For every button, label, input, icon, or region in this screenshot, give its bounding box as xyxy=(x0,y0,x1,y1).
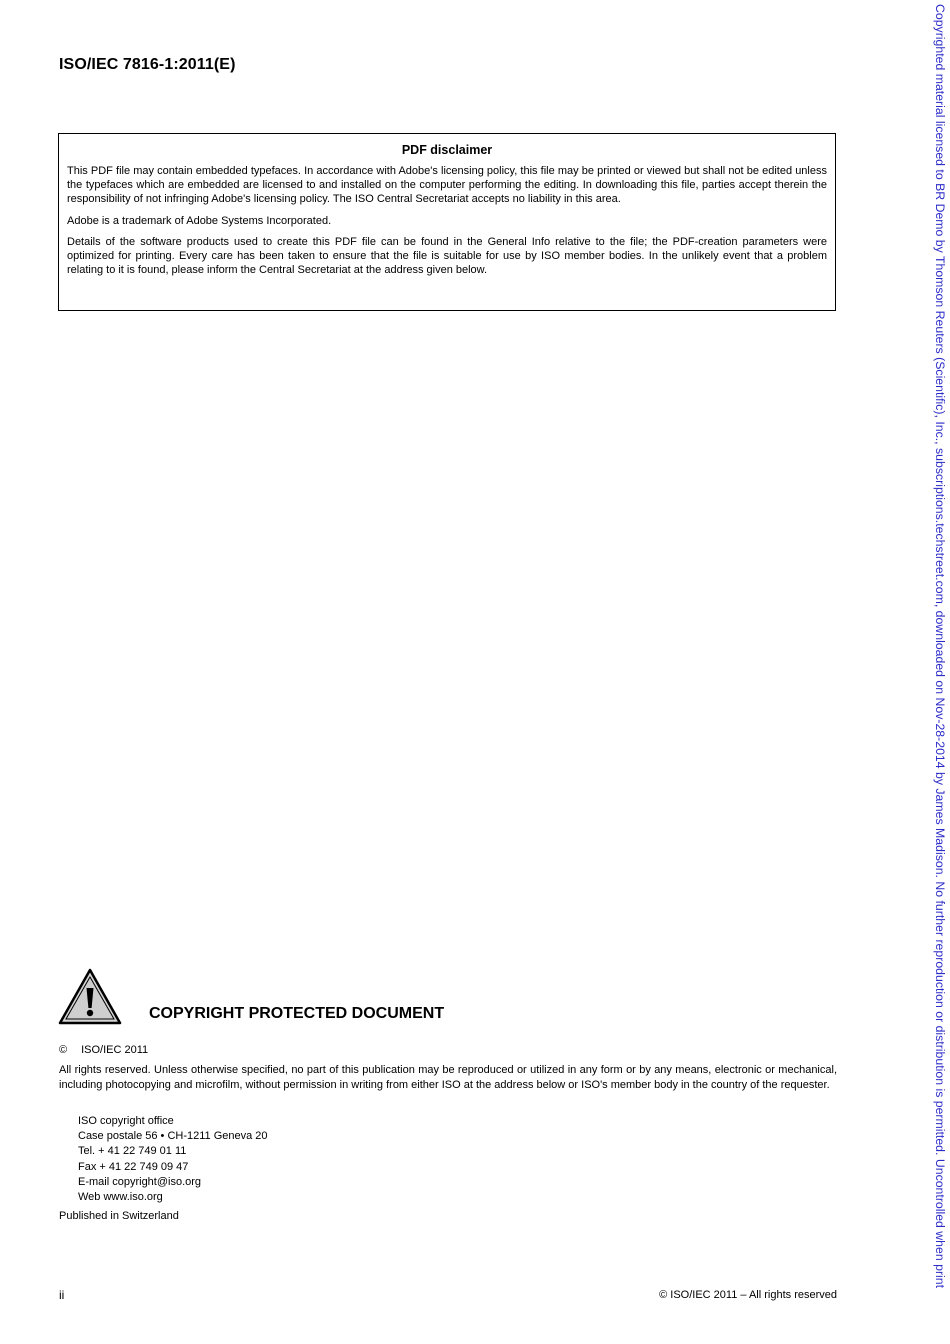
iso-address-block xyxy=(78,1114,268,1205)
copyright-symbol: © xyxy=(59,1044,68,1056)
disclaimer-paragraph-trademark: Adobe is a trademark of Adobe Systems Incorporated. xyxy=(67,214,332,227)
license-watermark-text: Copyrighted material licensed to BR Demo by Thomson Reuters (Scientific), Inc., subscriptions.techstreet.com, downloaded on Nov-28-2014 by James Madison. No further reproduction or distribution is permitted. Uncontrolled when print xyxy=(933,4,947,1289)
rights-reserved-text: All rights reserved. Unless otherwise specified, no part of this publication may be reproduced or utilized in any form or by any means, electronic or mechanical, including photocopying and microfilm, without permission in writing from either ISO at the address below or ISO's member body in the country of the requester. xyxy=(59,1064,837,1091)
address-phone: Tel. + 41 22 749 01 11 xyxy=(78,1145,187,1158)
address-web: Web www.iso.org xyxy=(78,1191,163,1204)
document-id-header: ISO/IEC 7816-1:2011(E) xyxy=(59,56,236,73)
copyright-holder-line xyxy=(59,1044,148,1056)
disclaimer-paragraph-typefaces: This PDF file may contain embedded typefaces. In accordance with Adobe's licensing policy, this file may be printed or viewed but shall not be edited unless the typefaces which are embedded are licensed to and installed on the computer performing the editing. In downloading this file, parties accept therein the responsibility of not infringing Adobe's licensing policy. The ISO Central Secretariat accepts no liability in this area. xyxy=(67,165,827,206)
published-in: Published in Switzerland xyxy=(59,1210,179,1222)
address-line: Case postale 56 • CH-1211 Geneva 20 xyxy=(78,1130,268,1143)
copyright-heading: COPYRIGHT PROTECTED DOCUMENT xyxy=(149,1005,445,1022)
license-watermark xyxy=(930,0,950,1344)
page-number: ii xyxy=(59,1288,65,1302)
pdf-disclaimer-box xyxy=(58,133,836,311)
address-email: E-mail copyright@iso.org xyxy=(78,1175,202,1188)
address-line: ISO copyright office xyxy=(78,1115,174,1127)
address-fax: Fax + 41 22 749 09 47 xyxy=(78,1160,189,1173)
warning-icon xyxy=(58,968,122,1026)
footer-rights: © ISO/IEC 2011 – All rights reserved xyxy=(659,1289,837,1301)
disclaimer-title: PDF disclaimer xyxy=(401,143,493,157)
copyright-holder: ISO/IEC 2011 xyxy=(81,1044,149,1056)
disclaimer-paragraph-details: Details of the software products used to create this PDF file can be found in the General Info relative to the file; the PDF-creation parameters were optimized for printing. Every care has been taken to ensure that the file is suitable for use by ISO member bodies. In the unlikely event that a problem relating to it is found, please inform the Central Secretariat at the address given below. xyxy=(67,235,827,277)
